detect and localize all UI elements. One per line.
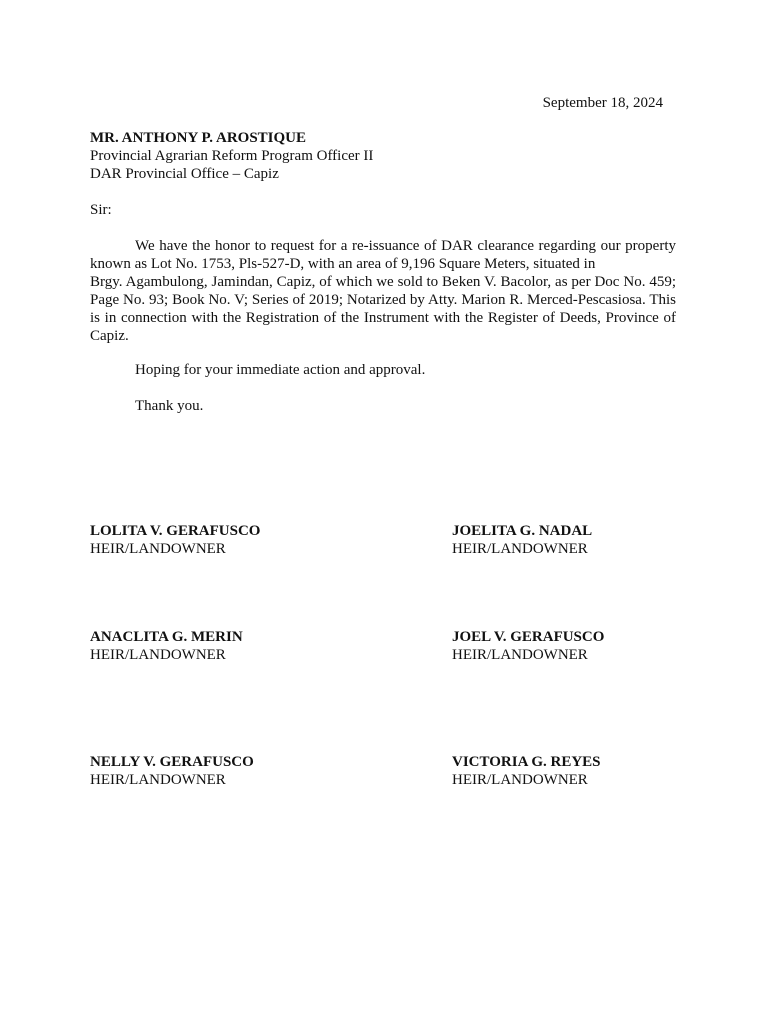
signatory-role: HEIR/LANDOWNER — [452, 541, 588, 557]
signatory-role: HEIR/LANDOWNER — [90, 772, 226, 788]
salutation: Sir: — [90, 202, 112, 218]
recipient-block — [90, 129, 373, 183]
signatory-role: HEIR/LANDOWNER — [452, 772, 588, 788]
signatory-1 — [90, 522, 260, 558]
recipient-title: Provincial Agrarian Reform Program Officer II — [90, 148, 374, 164]
signatory-name: ANACLITA G. MERIN — [90, 629, 243, 645]
body-rest: Brgy. Agambulong, Jamindan, Capiz, of which we sold to Beken V. Bacolor, as per Doc No. 459; Page No. 93; Book No. V; Series of 2019; Notarized by Atty. Marion R. Merced-Pescasiosa. This is in connection with the Registration of the Instrument with the Register of Deeds, Province of Capiz. — [90, 274, 676, 344]
thanks-line: Thank you. — [135, 398, 204, 414]
body-line-1: We have the honor to request for a re-issuance of DAR clearance regarding our property — [135, 238, 676, 254]
recipient-name: MR. ANTHONY P. AROSTIQUE — [90, 130, 307, 146]
signatory-name: JOELITA G. NADAL — [452, 523, 593, 539]
signatory-3 — [90, 628, 243, 664]
body-line-2: known as Lot No. 1753, Pls-527-D, with an area of 9,196 Square Meters, situated in — [90, 256, 596, 272]
letter-date: September 18, 2024 — [542, 95, 663, 111]
signatory-6 — [452, 753, 601, 789]
signatory-name: JOEL V. GERAFUSCO — [452, 629, 605, 645]
signatory-name: NELLY V. GERAFUSCO — [90, 754, 254, 770]
signatory-name: VICTORIA G. REYES — [452, 754, 601, 770]
signatory-role: HEIR/LANDOWNER — [452, 647, 588, 663]
closing-line: Hoping for your immediate action and approval. — [135, 362, 426, 378]
signatory-2 — [452, 522, 592, 558]
body-paragraph — [90, 237, 676, 345]
signatory-5 — [90, 753, 254, 789]
signatory-4 — [452, 628, 604, 664]
signatory-name: LOLITA V. GERAFUSCO — [90, 523, 261, 539]
signatory-role: HEIR/LANDOWNER — [90, 647, 226, 663]
signatory-role: HEIR/LANDOWNER — [90, 541, 226, 557]
recipient-office: DAR Provincial Office – Capiz — [90, 166, 279, 182]
